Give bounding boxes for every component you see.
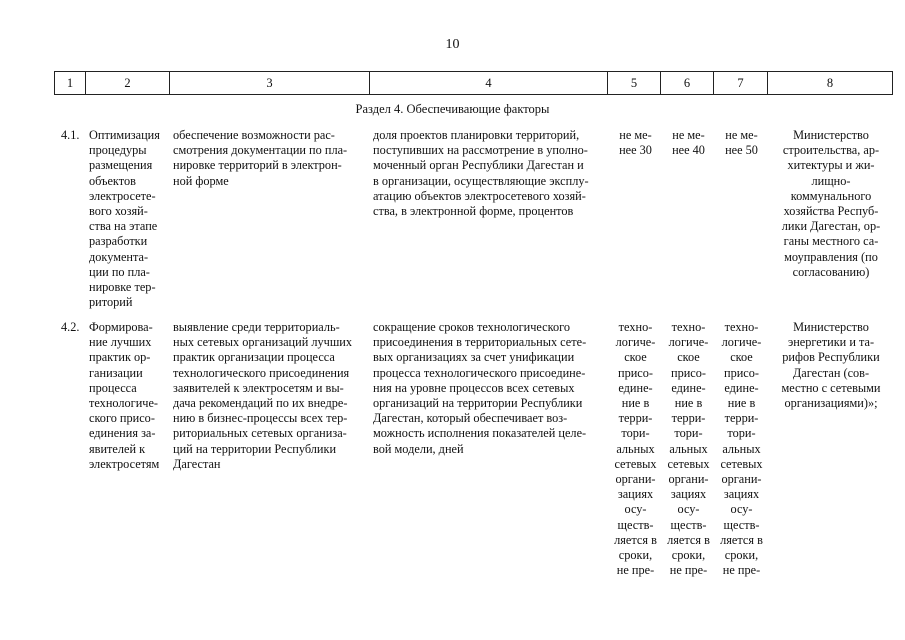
row-measure: обеспечение возможности рас- смотрения документации по пла- нировке территорий в электрон- ной форме xyxy=(173,128,348,188)
header-col-3: 3 xyxy=(170,72,370,94)
row-responsible: Министерство строительства, ар- хитектуры и жи- лищно- коммунального хозяйства Респуб- лики Дагестан, ор- ганы местного са- моуправления (по согласованию) xyxy=(781,128,881,279)
row-responsible: Министерство энергетики и та- рифов Республики Дагестан (сов- местно с сетевыми организациями)»; xyxy=(781,320,881,411)
row-value-col6: техно- логиче- ское присо- едине- ние в терри- тори- альных сетевых органи- зациях осу- ществ- ляется в сроки, не пре- xyxy=(667,320,710,578)
page-number: 10 xyxy=(445,37,460,52)
row-indicator: сокращение сроков технологического присоединения в территориальных сете- вых организациях за счет унификации процесса технологического присоедине- ния на уровне процессов всех сетевых организаций на территории Республики Дагестан, который обеспечивает воз- можность исполнения показателей целе- вой модели, дней xyxy=(373,320,587,456)
header-col-5: 5 xyxy=(608,72,661,94)
table-header-row xyxy=(54,71,893,95)
row-value-col5: техно- логиче- ское присо- едине- ние в терри- тори- альных сетевых органи- зациях осу- ществ- ляется в сроки, не пре- xyxy=(614,320,657,578)
header-col-6: 6 xyxy=(661,72,714,94)
row-value-col7: не ме- нее 50 xyxy=(725,128,758,158)
header-col-7: 7 xyxy=(714,72,768,94)
row-value-col5: не ме- нее 30 xyxy=(619,128,652,158)
header-col-2: 2 xyxy=(86,72,170,94)
row-indicator: доля проектов планировки территорий, поступивших на рассмотрение в уполно- моченный орган Республики Дагестан и в организации, осуществляющие эксплу- атацию объектов электросетевого хозяй- ства, в электронной форме, процентов xyxy=(373,128,589,219)
row-number: 4.1. xyxy=(61,128,80,142)
row-value-col7: техно- логиче- ское присо- едине- ние в терри- тори- альных сетевых органи- зациях осу- ществ- ляется в сроки, не пре- xyxy=(720,320,763,578)
row-name: Формирова- ние лучших практик ор- ганизации процесса технологиче- ского присо- единения за- явителей к электросетям xyxy=(89,320,160,471)
row-value-col6: не ме- нее 40 xyxy=(672,128,705,158)
header-col-8: 8 xyxy=(826,75,834,90)
header-col-4: 4 xyxy=(370,72,608,94)
row-name: Оптимизация процедуры размещения объектов электросете- вого хозяй- ства на этапе разработки документа- ции по пла- нировке тер- риторий xyxy=(89,128,160,310)
row-number: 4.2. xyxy=(61,320,80,334)
row-measure: выявление среди территориаль- ных сетевых организаций лучших практик организации процесса технологического присоединения заявителей к электросетям и вы- дача рекомендаций по их внедре- нию в бизнес-процессы всех тер- риториальных сетевых организа- ций на территории Республики Дагестан xyxy=(173,320,353,471)
header-col-1: 1 xyxy=(55,72,86,94)
section-title: Раздел 4. Обеспечивающие факторы xyxy=(355,102,550,116)
